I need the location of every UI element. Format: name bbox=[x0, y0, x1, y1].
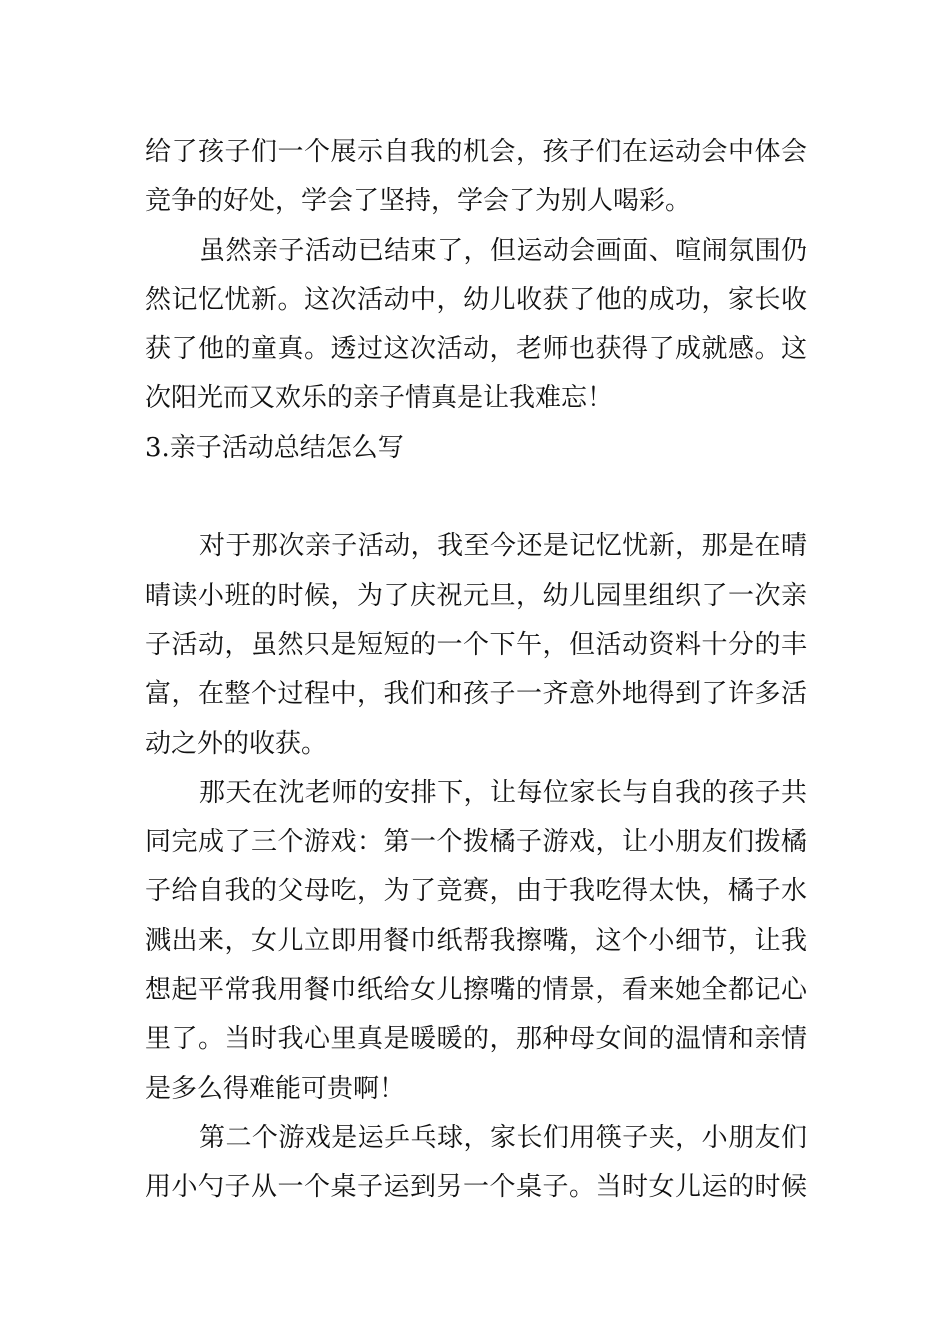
text-line: 富，在整个过程中，我们和孩子一齐意外地得到了许多活 bbox=[145, 679, 807, 710]
text-line: 子给自我的父母吃，为了竞赛，由于我吃得太快，橘子水 bbox=[145, 876, 807, 907]
text-line: 溅出来，女儿立即用餐巾纸帮我擦嘴，这个小细节，让我 bbox=[145, 925, 807, 956]
paragraph-start-line: 虽然亲子活动已结束了，但运动会画面、喧闹氛围仍 bbox=[199, 235, 807, 266]
paragraph-start-line: 对于那次亲子活动，我至今还是记忆忧新，那是在晴 bbox=[199, 531, 807, 562]
text-line: 晴读小班的时候，为了庆祝元旦，幼儿园里组织了一次亲 bbox=[145, 580, 807, 611]
text-line: 用小勺子从一个桌子运到另一个桌子。当时女儿运的时候 bbox=[145, 1172, 807, 1203]
paragraph-start-line: 第二个游戏是运乒乓球，家长们用筷子夹，小朋友们 bbox=[199, 1122, 807, 1153]
text-line: 是多么得难能可贵啊！ bbox=[145, 1073, 406, 1104]
text-line: 给了孩子们一个展示自我的机会，孩子们在运动会中体会 bbox=[145, 137, 807, 167]
text-line: 然记忆忧新。这次活动中，幼儿收获了他的成功，家长收 bbox=[145, 284, 807, 315]
text-line: 里了。当时我心里真是暖暖的，那种母女间的温情和亲情 bbox=[145, 1024, 807, 1055]
blank-line bbox=[145, 473, 807, 522]
text-line: 想起平常我用餐巾纸给女儿擦嘴的情景，看来她全都记心 bbox=[145, 975, 807, 1006]
paragraph-start-line: 那天在沈老师的安排下，让每位家长与自我的孩子共 bbox=[199, 777, 807, 808]
text-line: 获了他的童真。透过这次活动，老师也获得了成就感。这 bbox=[145, 334, 807, 365]
section-heading: 3.亲子活动总结怎么写 bbox=[145, 432, 404, 463]
document-body bbox=[145, 128, 807, 1213]
text-line: 次阳光而又欢乐的亲子情真是让我难忘！ bbox=[145, 383, 614, 414]
text-line: 子活动，虽然只是短短的一个下午，但活动资料十分的丰 bbox=[145, 629, 807, 660]
text-line: 同完成了三个游戏：第一个拨橘子游戏，让小朋友们拨橘 bbox=[145, 827, 807, 858]
text-line: 竞争的好处，学会了坚持，学会了为别人喝彩。 bbox=[145, 186, 692, 217]
text-line: 动之外的收获。 bbox=[145, 728, 328, 759]
